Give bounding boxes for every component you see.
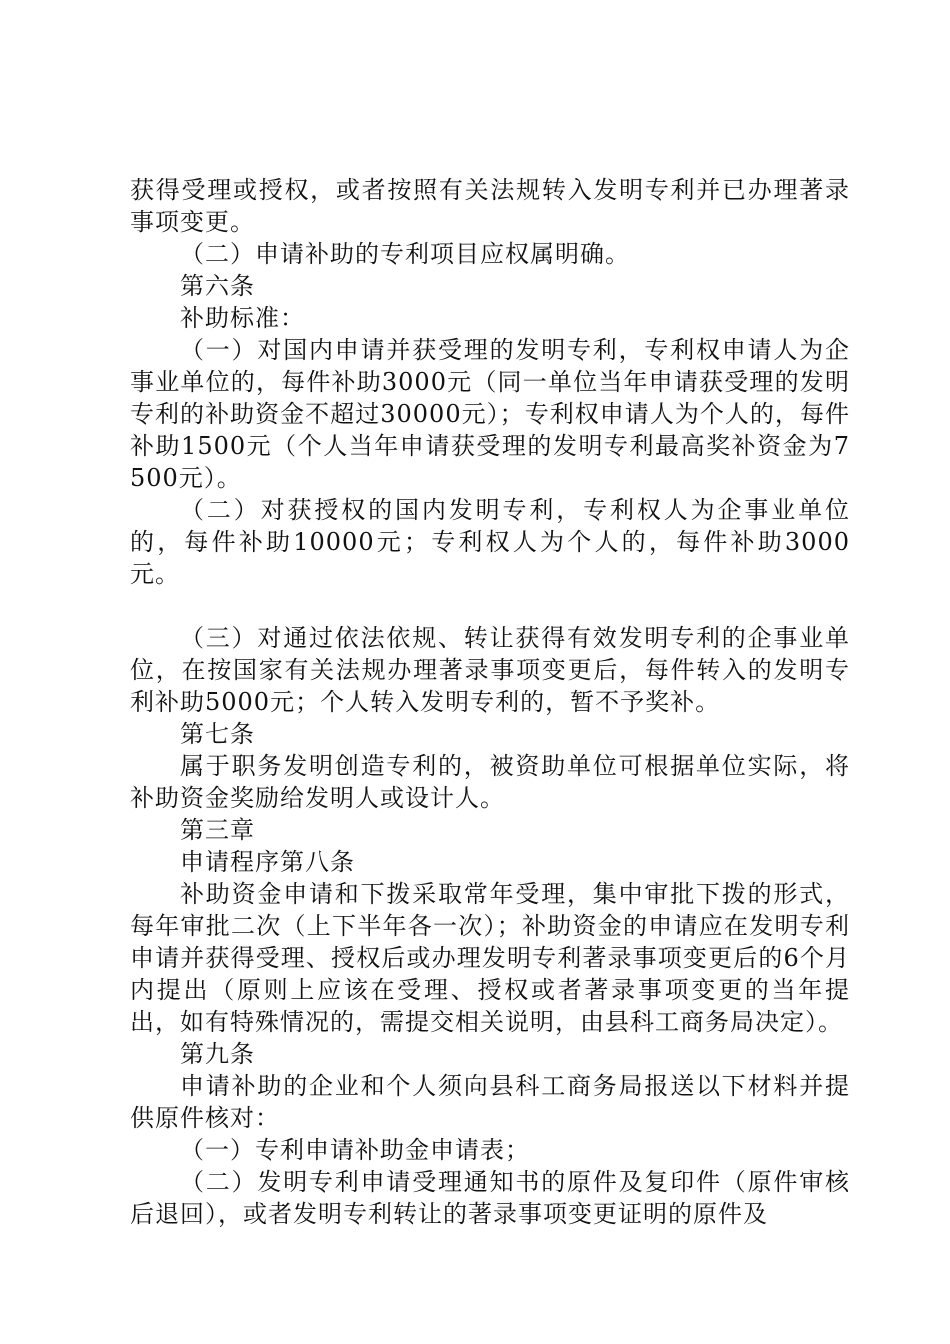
paragraph: 属于职务发明创造专利的，被资助单位可根据单位实际，将补助资金奖励给发明人或设计人。 bbox=[130, 752, 850, 812]
paragraph: 第三章 bbox=[180, 816, 255, 844]
paragraph: （一）专利申请补助金申请表； bbox=[180, 1136, 530, 1164]
paragraph: 第九条 bbox=[180, 1040, 255, 1068]
paragraph: （二）发明专利申请受理通知书的原件及复印件（原件审核后退回），或者发明专利转让的著录事项变更证明的原件及 bbox=[130, 1168, 850, 1228]
paragraph: 获得受理或授权，或者按照有关法规转入发明专利并已办理著录事项变更。 bbox=[130, 176, 850, 236]
document-body bbox=[130, 174, 850, 1230]
paragraph: 第六条 bbox=[180, 272, 255, 300]
paragraph: （一）对国内申请并获受理的发明专利，专利权申请人为企事业单位的，每件补助3000元（同一单位当年申请获受理的发明专利的补助资金不超过30000元）；专利权申请人为个人的，每件补助1500元（个人当年申请获受理的发明专利最高奖补资金为7500元）。 bbox=[130, 336, 850, 492]
paragraph: 第七条 bbox=[180, 720, 255, 748]
paragraph: （二）申请补助的专利项目应权属明确。 bbox=[180, 240, 630, 268]
paragraph: 申请程序第八条 bbox=[180, 848, 355, 876]
paragraph: 补助标准： bbox=[180, 304, 305, 332]
paragraph: （三）对通过依法依规、转让获得有效发明专利的企事业单位，在按国家有关法规办理著录事项变更后，每件转入的发明专利补助5000元；个人转入发明专利的，暂不予奖补。 bbox=[130, 624, 850, 716]
paragraph: （二）对获授权的国内发明专利，专利权人为企事业单位的，每件补助10000元；专利权人为个人的，每件补助3000元。 bbox=[130, 496, 850, 588]
paragraph: 申请补助的企业和个人须向县科工商务局报送以下材料并提供原件核对： bbox=[130, 1072, 850, 1132]
paragraph: 补助资金申请和下拨采取常年受理，集中审批下拨的形式，每年审批二次（上下半年各一次）；补助资金的申请应在发明专利申请并获得受理、授权后或办理发明专利著录事项变更后的6个月内提出（原则上应该在受理、授权或者著录事项变更的当年提出，如有特殊情况的，需提交相关说明，由县科工商务局决定）。 bbox=[130, 880, 850, 1036]
paragraph-gap bbox=[130, 590, 850, 622]
